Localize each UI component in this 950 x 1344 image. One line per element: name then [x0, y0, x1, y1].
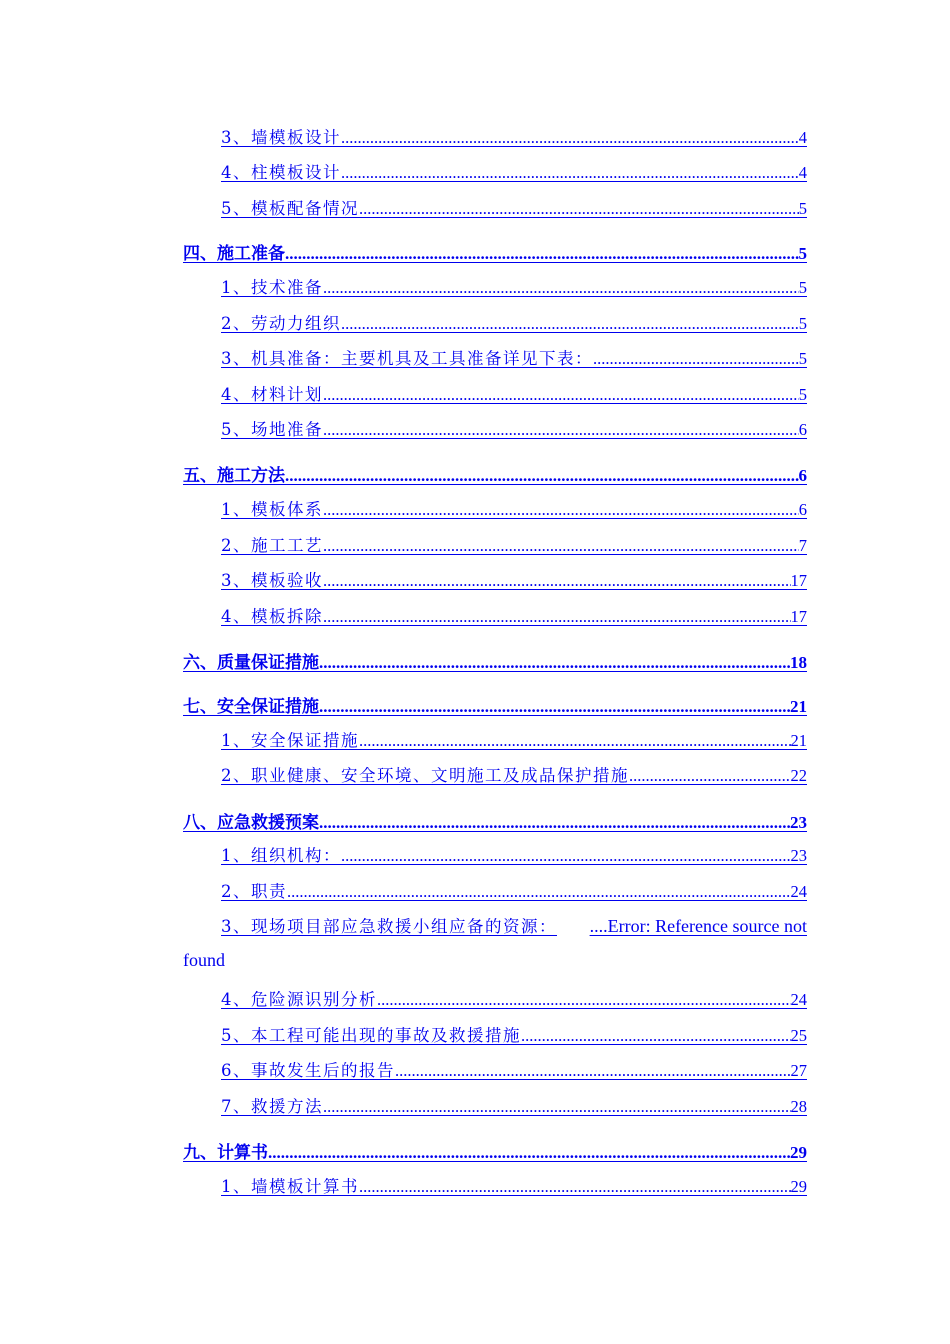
toc-entry-label: 5、本工程可能出现的事故及救援措施: [221, 1026, 521, 1045]
toc-entry-label: 4、材料计划: [221, 385, 323, 404]
toc-page-number: 21: [790, 731, 807, 750]
toc-entry-label: 2、职业健康、安全环境、文明施工及成品保护措施: [221, 766, 629, 785]
toc-entry-label: 2、劳动力组织: [221, 314, 341, 333]
toc-entry[interactable]: [221, 878, 807, 902]
toc-page-number: 17: [790, 607, 807, 626]
toc-entry[interactable]: [221, 345, 807, 369]
toc-entry[interactable]: [221, 1093, 807, 1117]
dot-leader: [341, 846, 791, 866]
dot-leader: [359, 731, 791, 751]
toc-entry[interactable]: [221, 416, 807, 440]
toc-page-number: 6: [798, 500, 807, 519]
toc-entry-error-line: [221, 913, 807, 937]
toc-page-number: 17: [790, 571, 807, 590]
toc-entry-label: 3、模板验收: [221, 571, 323, 590]
reference-error-text-continued: found: [183, 950, 225, 970]
dot-leader: [359, 199, 799, 219]
toc-section-entry[interactable]: [183, 649, 807, 673]
toc-page-number: 7: [798, 536, 807, 555]
toc-section-entry[interactable]: [183, 693, 807, 717]
toc-entry[interactable]: [221, 195, 807, 219]
reference-error-text: ....Error: Reference source not: [589, 916, 807, 936]
dot-leader: [323, 536, 799, 556]
toc-section-entry[interactable]: [183, 1139, 807, 1163]
toc-page-number: 21: [790, 697, 807, 716]
toc-page-number: 5: [798, 278, 807, 297]
toc-page-number: 24: [790, 990, 807, 1009]
toc-section-entry[interactable]: [183, 240, 807, 264]
dot-leader: [377, 990, 791, 1010]
toc-page-number: 23: [790, 813, 807, 832]
dot-leader: [323, 607, 791, 627]
toc-entry-label: 7、救援方法: [221, 1097, 323, 1116]
toc-entry[interactable]: [221, 1057, 807, 1081]
toc-entry[interactable]: [221, 603, 807, 627]
toc-section-label: 八、应急救援预案: [183, 813, 319, 833]
dot-leader: [323, 1097, 791, 1117]
toc-section-label: 九、计算书: [183, 1143, 268, 1163]
dot-leader: [341, 314, 799, 334]
dot-leader: [285, 244, 799, 264]
toc-entry-label: 1、技术准备: [221, 278, 323, 297]
toc-page-number: 25: [790, 1026, 807, 1045]
dot-leader: [319, 813, 790, 833]
toc-entry[interactable]: [221, 496, 807, 520]
toc-page-number: 24: [790, 882, 807, 901]
toc-page-number: 23: [790, 846, 807, 865]
toc-entry-label: 4、模板拆除: [221, 607, 323, 626]
dot-leader: [323, 385, 799, 405]
dot-leader: [629, 766, 791, 786]
toc-entry-label: 1、模板体系: [221, 500, 323, 519]
toc-page-number: 5: [798, 349, 807, 368]
dot-leader: [319, 653, 790, 673]
toc-entry-label: 5、模板配备情况: [221, 199, 359, 218]
dot-leader: [268, 1143, 790, 1163]
toc-entry[interactable]: [221, 124, 807, 148]
dot-leader: [323, 571, 791, 591]
dot-leader: [341, 128, 799, 148]
toc-entry-label: 1、组织机构：: [221, 846, 341, 865]
dot-leader: [359, 1177, 791, 1197]
toc-page-number: 29: [790, 1143, 807, 1162]
toc-entry[interactable]: [221, 274, 807, 298]
toc-entry-label: 6、事故发生后的报告: [221, 1061, 395, 1080]
toc-entry[interactable]: [221, 762, 807, 786]
toc-section-label: 五、施工方法: [183, 466, 285, 486]
toc-entry-label: 3、机具准备：主要机具及工具准备详见下表：: [221, 349, 593, 368]
toc-entry-label: 2、职责: [221, 882, 287, 901]
dot-leader: [593, 349, 799, 369]
dot-leader: [287, 882, 791, 902]
toc-entry[interactable]: [221, 1022, 807, 1046]
toc-entry[interactable]: [221, 567, 807, 591]
toc-page-number: 29: [790, 1177, 807, 1196]
toc-page-number: 18: [790, 653, 807, 672]
dot-leader: [323, 420, 799, 440]
toc-page-number: 6: [798, 420, 807, 439]
toc-section-label: 四、施工准备: [183, 244, 285, 264]
toc-page-number: 4: [798, 163, 807, 182]
dot-leader: [521, 1026, 791, 1046]
toc-page-number: 5: [798, 314, 807, 333]
toc-page-number: 5: [798, 244, 807, 263]
toc-section-label: 七、安全保证措施: [183, 697, 319, 717]
toc-entry[interactable]: [221, 986, 807, 1010]
dot-leader: [319, 697, 790, 717]
toc-entry[interactable]: [221, 532, 807, 556]
toc-entry-label: 2、施工工艺: [221, 536, 323, 555]
toc-entry-label: 3、现场项目部应急救援小组应备的资源：: [221, 917, 557, 936]
dot-leader: [341, 163, 799, 183]
toc-entry[interactable]: [221, 727, 807, 751]
toc-entry[interactable]: [221, 310, 807, 334]
toc-entry-label: 4、柱模板设计: [221, 163, 341, 182]
toc-section-entry[interactable]: [183, 809, 807, 833]
toc-section-entry[interactable]: [183, 462, 807, 486]
toc-entry-label: 5、场地准备: [221, 420, 323, 439]
toc-entry[interactable]: [221, 381, 807, 405]
toc-section-label: 六、质量保证措施: [183, 653, 319, 673]
toc-page-number: 28: [790, 1097, 807, 1116]
dot-leader: [395, 1061, 791, 1081]
toc-page-number: 27: [790, 1061, 807, 1080]
toc-page-number: 6: [798, 466, 807, 485]
dot-leader: [323, 500, 799, 520]
toc-entry[interactable]: [221, 1173, 807, 1197]
toc-entry-label: 4、危险源识别分析: [221, 990, 377, 1009]
toc-entry-error[interactable]: [183, 913, 807, 970]
toc-page-number: 5: [798, 385, 807, 404]
toc-entry-label: 1、墙模板计算书: [221, 1177, 359, 1196]
toc-page-number: 4: [798, 128, 807, 147]
dot-leader: [323, 278, 799, 298]
toc-page-number: 22: [790, 766, 807, 785]
toc-page-number: 5: [798, 199, 807, 218]
toc-entry-label: 1、安全保证措施: [221, 731, 359, 750]
toc-entry[interactable]: [221, 842, 807, 866]
toc-entry[interactable]: [221, 159, 807, 183]
dot-leader: [285, 466, 799, 486]
toc-entry-label: 3、墙模板设计: [221, 128, 341, 147]
